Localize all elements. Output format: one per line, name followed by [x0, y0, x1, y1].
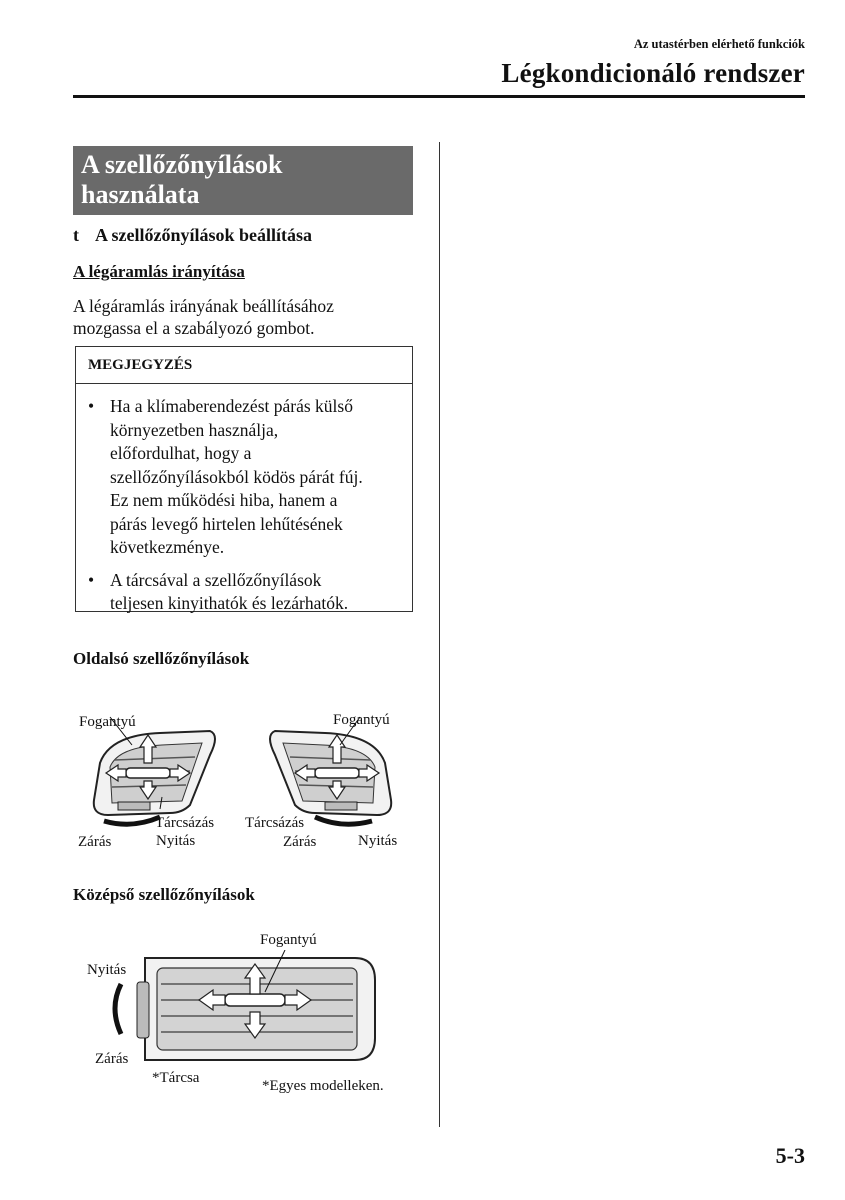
note-line: A tárcsával a szellőzőnyílások — [110, 569, 322, 590]
note-title: MEGJEGYZÉS — [76, 347, 412, 384]
dial-text: Tárcsa — [159, 1070, 200, 1086]
note-box — [75, 346, 413, 612]
column-divider — [439, 142, 440, 1127]
center-dial-label — [152, 1070, 199, 1087]
page-title: Légkondicionáló rendszer — [501, 58, 805, 88]
note-line: szellőzőnyílásokból ködös párát fúj. — [110, 466, 363, 487]
left-side-vent — [94, 717, 215, 824]
subheading-marker: t — [73, 225, 79, 245]
asterisk: * — [152, 1070, 160, 1086]
section-title-line2: használata — [81, 180, 200, 209]
side-vents-heading: Oldalsó szellőzőnyílások — [73, 649, 250, 668]
center-open-label: Nyitás — [87, 962, 127, 978]
note-item — [76, 395, 412, 560]
left-handle-label: Fogantyú — [79, 714, 136, 730]
right-open-label: Nyitás — [358, 833, 398, 849]
body-line: A légáramlás irányának beállításához — [73, 296, 334, 316]
footnote-text: Egyes modelleken. — [269, 1078, 384, 1094]
header-rule — [73, 95, 805, 98]
subheading-text: A szellőzőnyílások beállítása — [95, 225, 313, 245]
left-open-label: Nyitás — [156, 833, 196, 849]
body-line: mozgassa el a szabályozó gombot. — [73, 318, 315, 338]
note-line: környezetben használja, — [110, 419, 279, 440]
right-handle-label: Fogantyú — [333, 712, 390, 728]
subheading — [73, 225, 312, 246]
center-close-label: Zárás — [95, 1051, 129, 1067]
note-line: Ez nem működési hiba, hanem a — [110, 490, 338, 510]
right-side-vent — [270, 717, 391, 824]
section-title-line1: A szellőzőnyílások — [81, 150, 283, 179]
note-line: teljesen kinyithatók és lezárhatók. — [110, 593, 349, 613]
left-close-label: Zárás — [78, 834, 112, 850]
right-dial-label: Tárcsázás — [245, 815, 305, 831]
page-number: 5-3 — [775, 1143, 805, 1168]
asterisk: * — [262, 1078, 270, 1094]
body-paragraph — [73, 295, 413, 339]
note-line: előfordulhat, hogy a — [110, 443, 252, 463]
footnote — [262, 1078, 384, 1095]
center-vents-heading: Középső szellőzőnyílások — [73, 885, 255, 904]
chapter-label: Az utastérben elérhető funkciók — [633, 37, 805, 51]
right-close-label: Zárás — [283, 834, 317, 850]
center-handle-label: Fogantyú — [260, 932, 317, 948]
left-dial-label: Tárcsázás — [155, 815, 215, 831]
bullet: • — [88, 396, 95, 416]
underlined-heading: A légáramlás irányítása — [73, 262, 245, 281]
center-vents-illustration — [85, 950, 385, 1075]
note-line: Ha a klímaberendezést párás külső — [110, 396, 353, 416]
section-title-box — [73, 146, 413, 215]
bullet: • — [88, 569, 95, 590]
note-item — [76, 569, 412, 616]
note-line: következménye. — [110, 537, 225, 557]
note-line: párás levegő hirtelen lehűtésének — [110, 513, 343, 534]
